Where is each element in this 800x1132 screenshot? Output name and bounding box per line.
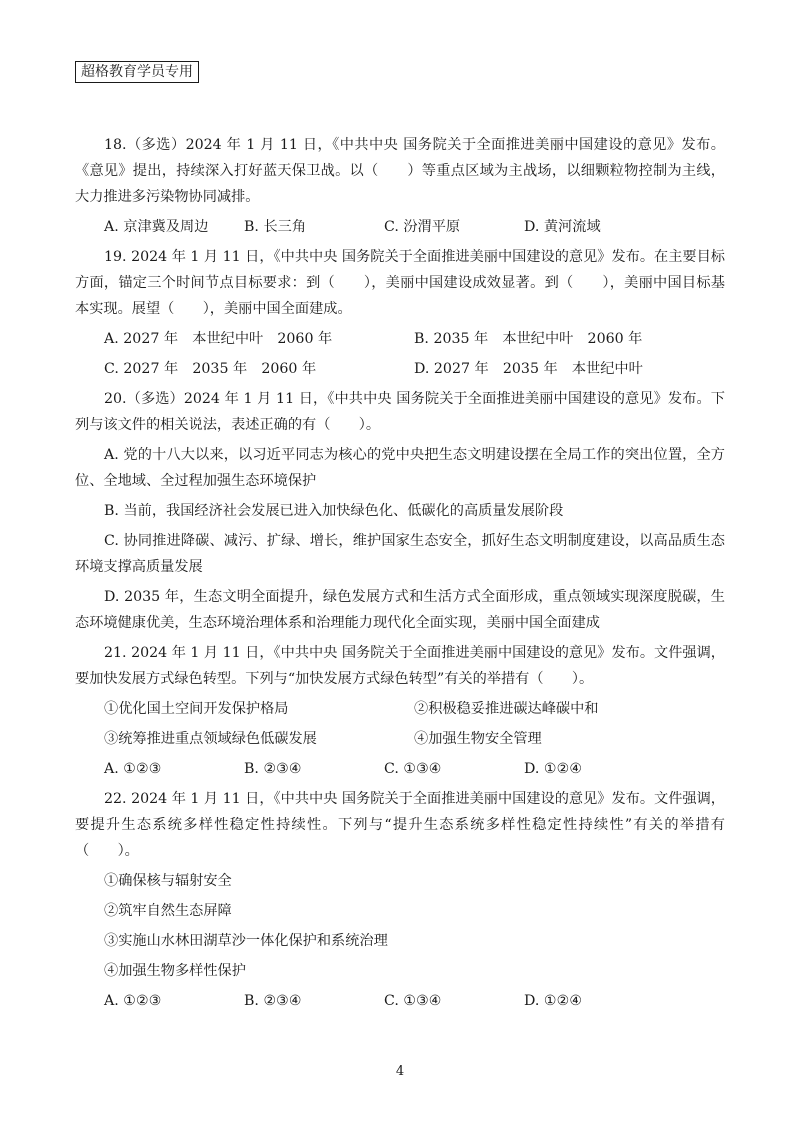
question-19-options-row1 <box>75 326 725 352</box>
statement-item: ②筑牢自然生态屏障 <box>104 903 232 919</box>
question-21-options <box>75 756 725 782</box>
option-c: C. 协同推进降碳、减污、扩绿、增长，维护国家生态安全，抓好生态文明制度建设，以高品质生态环境支撑高质量发展 <box>75 533 725 575</box>
statement-item: ①确保核与辐射安全 <box>104 873 232 889</box>
option-b: B. 当前，我国经济社会发展已进入加快绿色化、低碳化的高质量发展阶段 <box>104 503 564 519</box>
question-18-options <box>75 214 725 240</box>
question-21-items-row1 <box>75 696 725 722</box>
option-c: C. 2027 年 2035 年 2060 年 <box>104 361 317 377</box>
statement-item: ①优化国土空间开发保护格局 <box>104 701 289 717</box>
option-a: A. ①②③ <box>104 761 162 777</box>
option-d: D. ①②④ <box>524 993 583 1009</box>
question-21-stem: 21. 2024 年 1 月 11 日，《中共中央 国务院关于全面推进美丽中国建设的意见》发布。文件强调，要加快发展方式绿色转型。下列与“加快发展方式绿色转型”有关的举措有（ ）。 <box>75 645 725 687</box>
option-a: A. 2027 年 本世纪中叶 2060 年 <box>104 331 333 347</box>
statement-item: ④加强生物安全管理 <box>414 731 542 747</box>
statement-item: ②积极稳妥推进碳达峰碳中和 <box>414 701 599 717</box>
question-19-stem: 19. 2024 年 1 月 11 日，《中共中央 国务院关于全面推进美丽中国建设的意见》发布。在主要目标方面，锚定三个时间节点目标要求：到（ ），美丽中国建设成效显著。到（ ），美丽中国目标基本实现。展望（ ），美丽中国全面建成。 <box>75 249 725 317</box>
question-21-items-row2 <box>75 726 725 752</box>
option-a: A. ①②③ <box>104 993 162 1009</box>
header-tag: 超格教育学员专用 <box>75 61 199 83</box>
statement-item: ③统筹推进重点领域绿色低碳发展 <box>104 731 317 747</box>
option-d: D. 2035 年，生态文明全面提升，绿色发展方式和生活方式全面形成，重点领域实现深度脱碳，生态环境健康优美，生态环境治理体系和治理能力现代化全面实现，美丽中国全面建成 <box>75 589 725 631</box>
option-b: B. ②③④ <box>244 993 302 1009</box>
option-d: D. ①②④ <box>524 761 583 777</box>
option-b: B. 2035 年 本世纪中叶 2060 年 <box>414 331 643 347</box>
question-list <box>75 132 725 1018</box>
option-b: B. 长三角 <box>244 219 307 235</box>
option-d: D. 2027 年 2035 年 本世纪中叶 <box>414 361 643 377</box>
statement-item: ③实施山水林田湖草沙一体化保护和系统治理 <box>104 933 388 949</box>
question-19-options-row2 <box>75 356 725 382</box>
option-c: C. ①③④ <box>384 993 442 1009</box>
option-b: B. ②③④ <box>244 761 302 777</box>
question-22-stem: 22. 2024 年 1 月 11 日，《中共中央 国务院关于全面推进美丽中国建设的意见》发布。文件强调，要提升生态系统多样性稳定性持续性。下列与“提升生态系统多样性稳定性持续性”有关的举措有（ ）。 <box>75 791 725 859</box>
option-a: A. 党的十八大以来，以习近平同志为核心的党中央把生态文明建设摆在全局工作的突出位置，全方位、全地域、全过程加强生态环境保护 <box>75 447 725 489</box>
question-22-options <box>75 988 725 1014</box>
option-c: C. ①③④ <box>384 761 442 777</box>
option-c: C. 汾渭平原 <box>384 219 461 235</box>
option-a: A. 京津冀及周边 <box>104 219 209 235</box>
question-18-stem: 18.（多选）2024 年 1 月 11 日，《中共中央 国务院关于全面推进美丽中国建设的意见》发布。《意见》提出，持续深入打好蓝天保卫战。以（ ）等重点区域为主战场，以细颗粒物控制为主线，大力推进多污染物协同减排。 <box>75 137 725 205</box>
question-20-stem: 20.（多选）2024 年 1 月 11 日，《中共中央 国务院关于全面推进美丽中国建设的意见》发布。下列与该文件的相关说法，表述正确的有（ ）。 <box>75 391 725 433</box>
page-number: 4 <box>395 1064 405 1079</box>
option-d: D. 黄河流域 <box>524 219 601 235</box>
statement-item: ④加强生物多样性保护 <box>104 963 246 979</box>
